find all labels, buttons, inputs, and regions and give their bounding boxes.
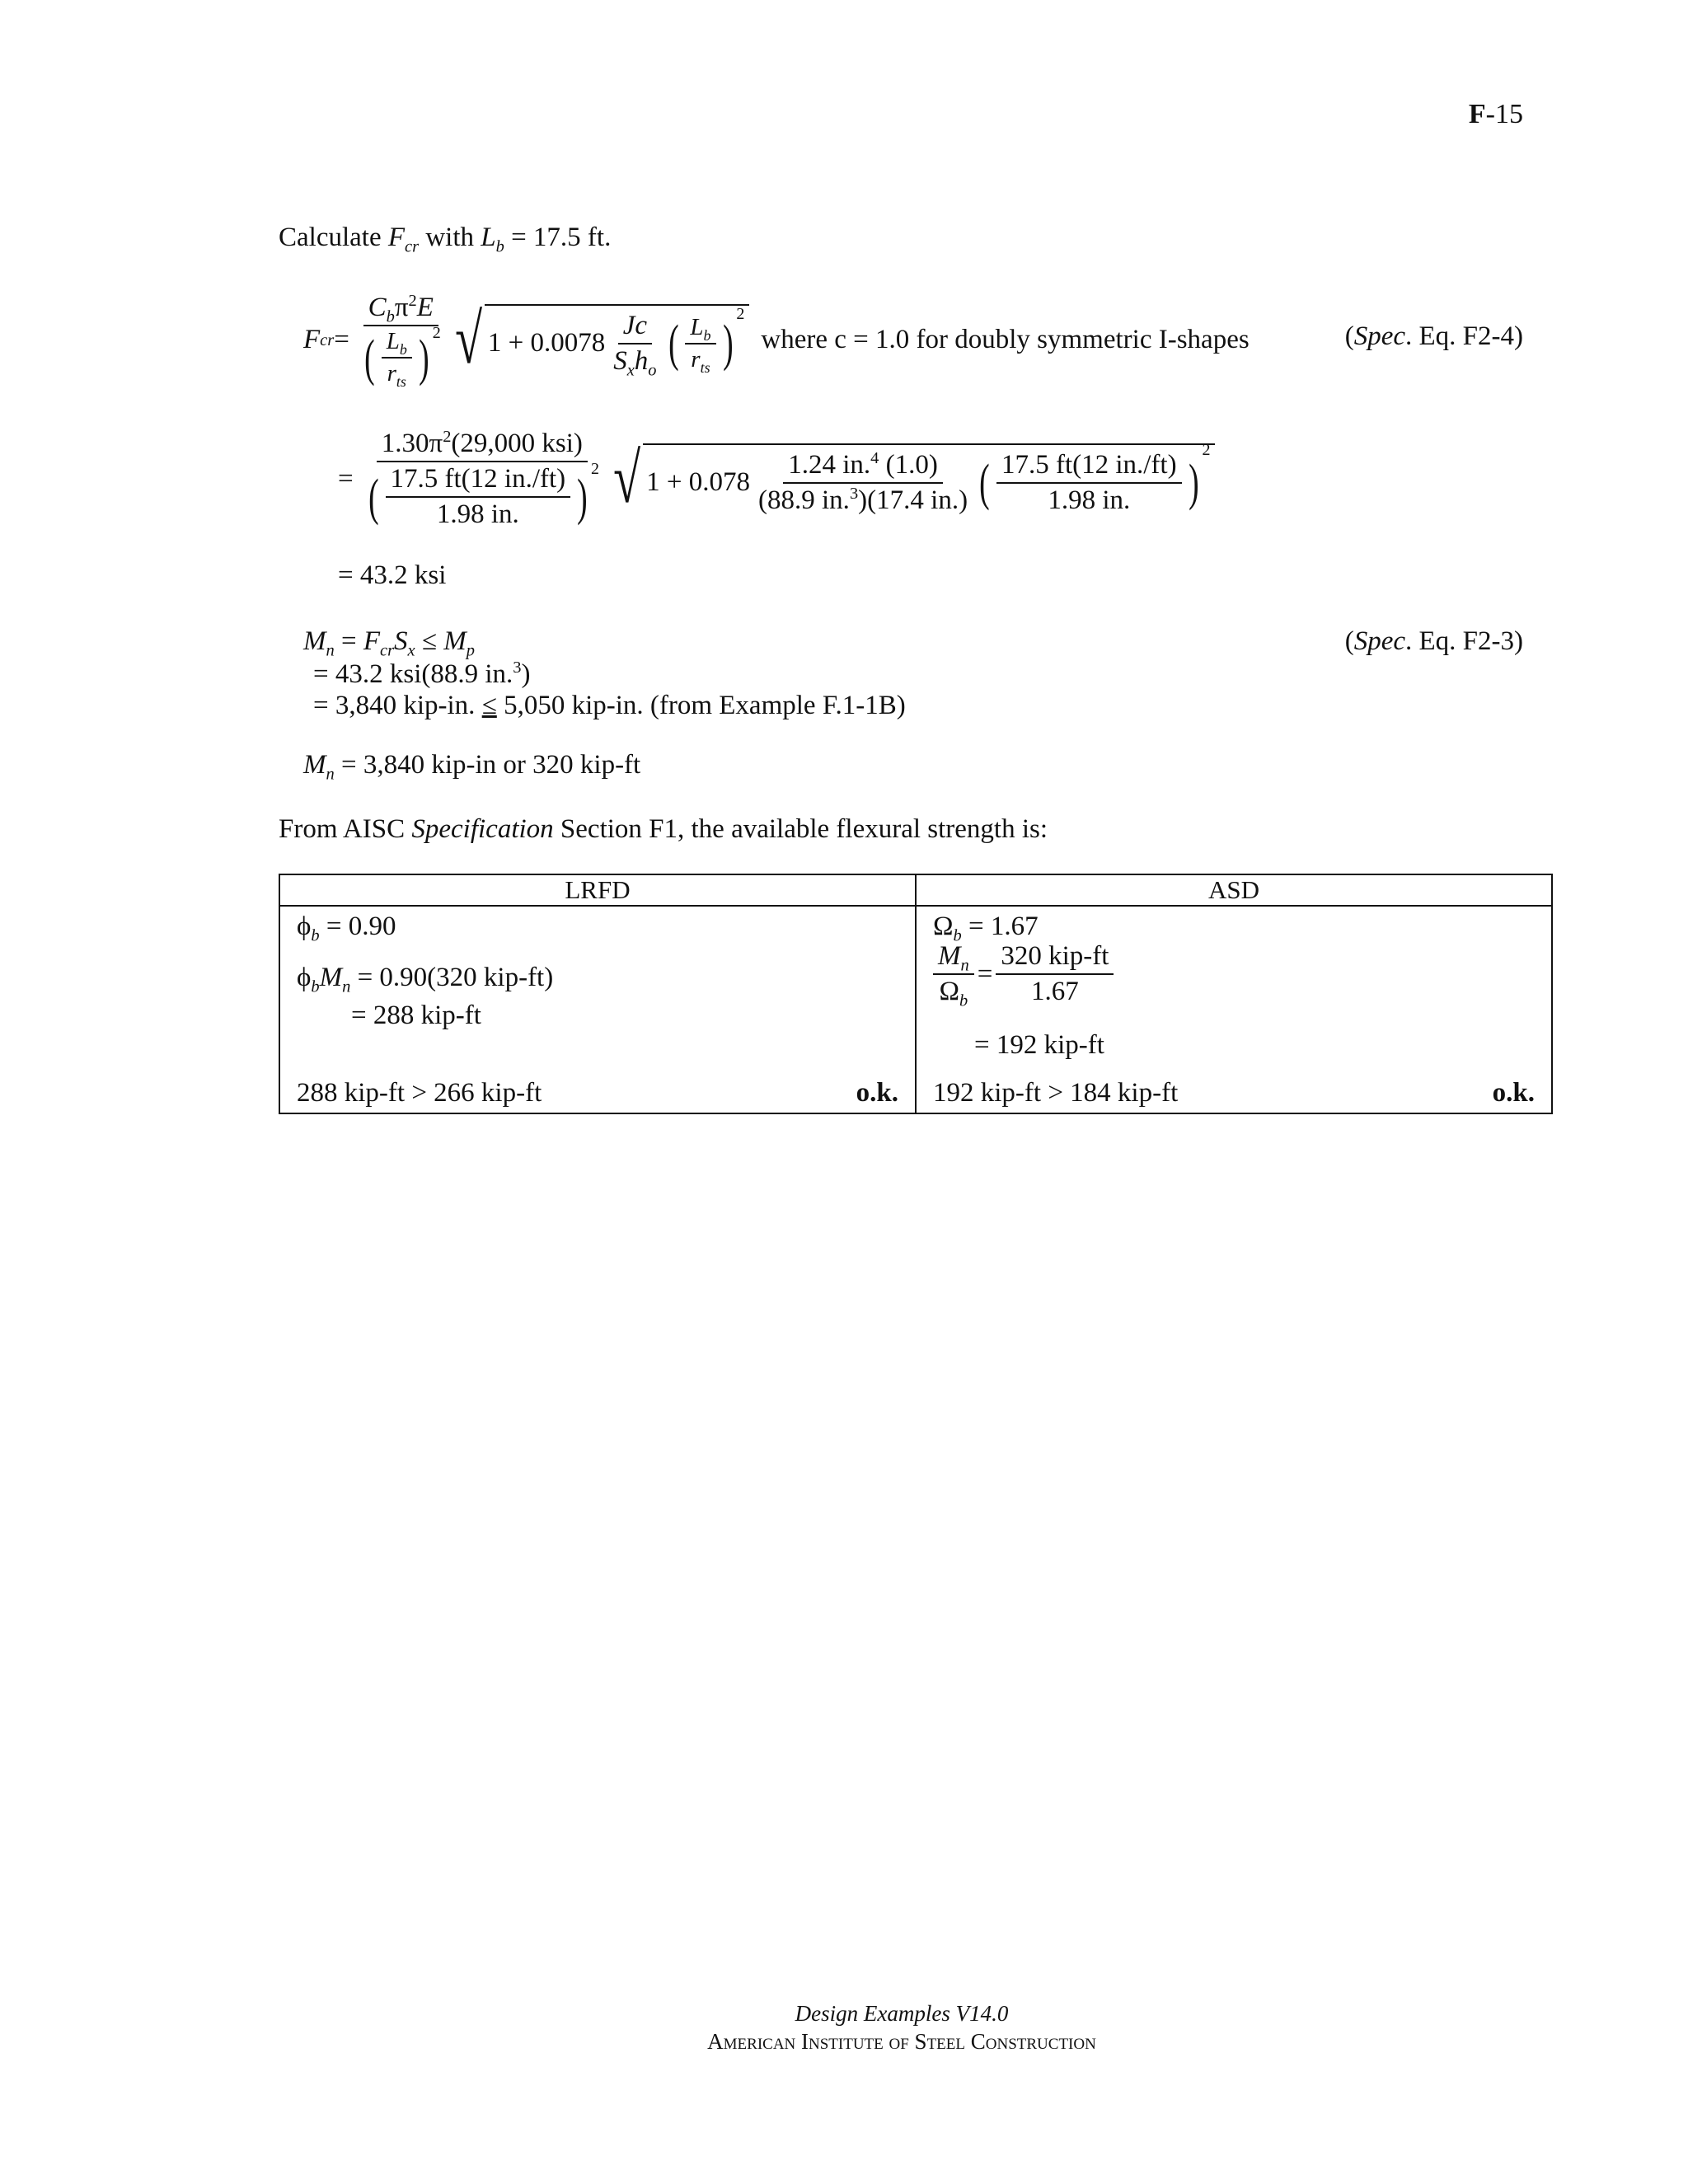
fcr-fraction: $C_b\pi^2E$ ( $\frac{L_b}{r_{ts}}$ ) 2 [364,292,441,390]
mn-equation: $M_n = F_{cr}S_x \le M_p$ [303,626,475,660]
equation-substitution: = $1.30\pi^2(29,000$ ksi) ( $\frac{17.5 ft(12 in./ft)}{1.98 in.}$ ) 2 √ 1 + 0.078 $\frac{1.24 in.^4 (1.0)}{(88.9 in.^3)(17.4 in.)}$ ( $\frac{17.5 ft(12 in./ft)}{1.98 in.}$ ) 2 [338,429,1215,530]
mn-line-2: = 43.2 ksi(88.9 in.$^3$) [313,658,531,689]
lrfd-header: LRFD [279,874,916,906]
footer-title: Design Examples V14.0 [795,2001,1009,2026]
from-text: From AISC Specification Section F1, the available flexural strength is: [279,814,1048,844]
asd-cell: $\Omega_b = 1.67$ $\frac{M_n}{\Omega_b}$ = $\frac{\text{320 kip-ft}}{1.67}$ = 192 kip-ft 192 kip-ft > 184 kip-ft o.k. [916,906,1552,1113]
mn-line-3: = 3,840 kip-in. ≤ 5,050 kip-in. (from Example F.1-1B) [313,691,906,720]
sqrt-term-1: √ 1 + 0.0078 $\frac{Jc}{S_xh_o}$ ( $\frac{L_b}{r_{ts}}$ ) 2 [449,304,750,377]
asd-header: ASD [916,874,1552,906]
lrfd-asd-table [279,874,1553,1114]
mn-result: $M_n = 3,840$ kip-in or 320 kip-ft [303,750,641,784]
lrfd-cell: $\phi_b = 0.90$ $\phi_bM_n = 0.90(320$ kip-ft) = 288 kip-ft 288 kip-ft > 266 kip-ft o.k. [279,906,916,1113]
ref-f2-3: (Spec. Eq. F2-3) [1344,626,1523,656]
intro-line: Calculate $F_{cr}$ with $L_b = 17.5$ ft. [279,223,612,256]
fcr-result: = 43.2 ksi [338,560,447,590]
footer-org: American Institute of Steel Construction [707,2029,1096,2054]
ref-f2-4: (Spec. Eq. F2-4) [1344,321,1523,351]
page-number: F-15 [1468,99,1523,129]
equation-f2-4: F cr = $C_b\pi^2E$ ( $\frac{L_b}{r_{ts}}$ ) 2 √ 1 + 0.0078 $\frac{Jc}{S_xh_o}$ ( $\frac{L_b}{r_{ts}}$ ) 2 where c = 1.0 for doubly symmetric I-shapes [303,292,1250,390]
